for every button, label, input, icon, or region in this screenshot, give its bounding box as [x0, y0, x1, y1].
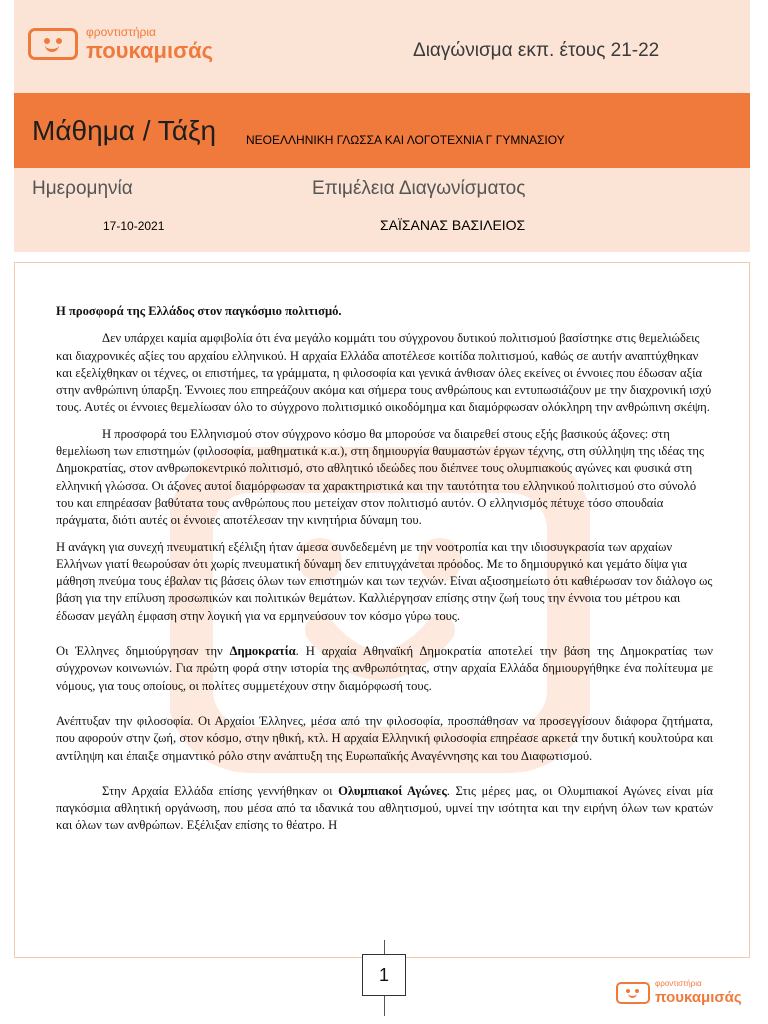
paragraph-4: [56, 643, 713, 695]
olympics-term: Ολυμπιακοί Αγώνες: [338, 783, 447, 798]
paragraph-5: Ανέπτυξαν την φιλοσοφία. Οι Αρχαίοι Έλληνες, μέσα από την φιλοσοφία, προσπάθησαν να προσεγγίσουν διάφορα ζητήματα, που αφορούν στην ζωή, στον κόσμο, στην ηθική, κτλ. Η αρχαία Ελληνική φιλοσοφία επηρέασε αρκετά την δυτική κουλτούρα και αντίληψη και έπαιξε σημαντικό ρόλο στην ανάπτυξη της Ευρωπαϊκής Αναγέννησης και του Διαφωτισμού.: [56, 713, 713, 763]
smile-logo-icon: [616, 982, 650, 1004]
paragraph-3: Η ανάγκη για συνεχή πνευματική εξέλιξη ήταν άμεσα συνδεδεμένη με την νοοτροπία και την ιδιοσυγκρασία των αρχαίων Ελλήνων γιατί θεωρούσαν ότι χωρίς πνευματική δύναμη δεν επιτυγχάνεται πρόοδος. Με το δημιουργικό και γεμάτο δίψα για μάθηση πνεύμα τους έβαλαν τις βάσεις όλων των επιστημών και των τεχνών. Είναι αξιοσημείωτο ότι καθιέρωσαν τον διάλογο ως βάση για την επίλυση προσωπικών και πολιτικών θεμάτων. Καλλιέργησαν επίσης στην ζωή τους την έννοια του μέτρου και έδωσαν μεγάλη έμφαση στην λογική για να ερμηνεύσουν τον κόσμο γύρω τους.: [56, 539, 713, 623]
logo-big-text: πουκαμισάς: [86, 38, 214, 63]
page-number-line-bottom: [384, 996, 385, 1016]
paragraph-4-start: Οι Έλληνες δημιούργησαν την: [56, 644, 230, 659]
smile-logo-icon: [28, 28, 78, 60]
exam-title: Διαγώνισμα εκπ. έτους 21-22: [413, 40, 660, 61]
article: [56, 303, 713, 835]
paragraph-6-end: . Στις μέρες μας, οι Ολυμπιακοί Αγώνες είναι μία παγκόσμια αθλητική οργάνωση, που μέσα από τα ιδανικά του αθλητισμού, υμνεί την ισότητα και την ειρήνη όλων των κρατών και όλων των ανθρώπων. Εξέλιξαν επίσης το θέατρο. Η: [56, 783, 713, 833]
header-logo: [28, 26, 213, 62]
date-value: 17-10-2021: [103, 219, 165, 233]
date-label: Ημερομηνία: [32, 178, 133, 199]
footer-logo: [616, 980, 742, 1005]
subject-name: ΝΕΟΕΛΛΗΝΙΚΗ ΓΛΩΣΣΑ ΚΑΙ ΛΟΓΟΤΕΧΝΙΑ Γ ΓΥΜΝΑΣΙΟΥ: [246, 133, 565, 147]
paragraph-2: Η προσφορά του Ελληνισμού στον σύγχρονο κόσμο θα μπορούσε να διαιρεθεί στους εξής βασικούς άξονες: στη θεμελίωση των επιστημών (φιλοσοφία, μαθηματικά κ.α.), στη δημιουργία θαυμαστών έργων τέχνης, στη σύλληψη της ιδέας της Δημοκρατίας, στον ανθρωποκεντρικό πολιτισμό, στο αθλητικό ιδεώδες που διέπνεε τους ολυμπιακούς αγώνες και φυσικά στη ελληνική γλώσσα. Οι άξονες αυτοί διαμόρφωσαν τα χαρακτηριστικά και την ταυτότητα του ελληνικού πολιτισμού στο σύνολό του και επηρέασαν βαθύτατα τους ανθρώπους που μετείχαν στον πολιτισμό αυτόν. Ο ελληνισμός πέτυχε τόσο σπουδαία πράγματα, διότι αυτές οι έννοιες αποτέλεσαν την κινητήρια δύναμη του.: [56, 426, 704, 528]
logo-small-text: φροντιστήρια: [86, 25, 156, 39]
paragraph-4-end: . Η αρχαία Αθηναϊκή Δημοκρατία αποτελεί την βάση της Δημοκρατίας των σύγχρονων κοινωνιών. Για πρώτη φορά στην ιστορία της ανθρωπότητας, στην αρχαία Ελλάδα δημιουργήθηκε ένα πολίτευμα με νόμους, για τους οποίους, οι πολίτες συμμετέχουν στην διαμόρφωσή τους.: [56, 644, 713, 693]
paragraph-6-start: Στην Αρχαία Ελλάδα επίσης γεννήθηκαν οι: [102, 783, 339, 798]
page-number-line-top: [384, 940, 385, 954]
paragraph-6: [56, 783, 713, 835]
editor-label: Επιμέλεια Διαγωνίσματος: [312, 178, 526, 199]
editor-value: ΣΑΪΣΑΝΑΣ ΒΑΣΙΛΕΙΟΣ: [380, 217, 526, 233]
paragraph-1: Δεν υπάρχει καμία αμφιβολία ότι ένα μεγάλο κομμάτι του σύγχρονου δυτικού πολιτισμού βασίστηκε στις θεμελιώδεις και διαχρονικές αξίες του αρχαίου ελληνικού. Η αρχαία Ελλάδα αποτέλεσε κοιτίδα πολιτισμού, καθώς σε αυτήν αναπτύχθηκαν και εξελίχθηκαν οι τέχνες, οι επιστήμες, τα γράμματα, η φιλοσοφία και γενικά άνθισαν όλες εκείνες οι έννοιες που έδωσαν αξία στην ανθρώπινη ύπαρξη. Έννοιες που επηρεάζουν ακόμα και σήμερα τους ανθρώπους και εντυπωσιάζουν με την διαχρονική ισχύ τους. Αυτές οι έννοιες θεμελίωσαν όλο το σύγχρονο πολιτισμικό οικοδόμημα και διαμόρφωσαν ολόκληρη την ανθρώπινη σκέψη.: [56, 331, 712, 415]
footer-logo-small-text: φροντιστήρια: [655, 979, 702, 988]
subject-label: Μάθημα / Τάξη: [32, 115, 217, 146]
article-title: Η προσφορά της Ελλάδος στον παγκόσμιο πολιτισμό.: [56, 304, 342, 318]
footer-logo-big-text: πουκαμισάς: [655, 989, 742, 1006]
democracy-term: Δημοκρατία: [229, 644, 296, 659]
page-number: 1: [362, 954, 406, 996]
